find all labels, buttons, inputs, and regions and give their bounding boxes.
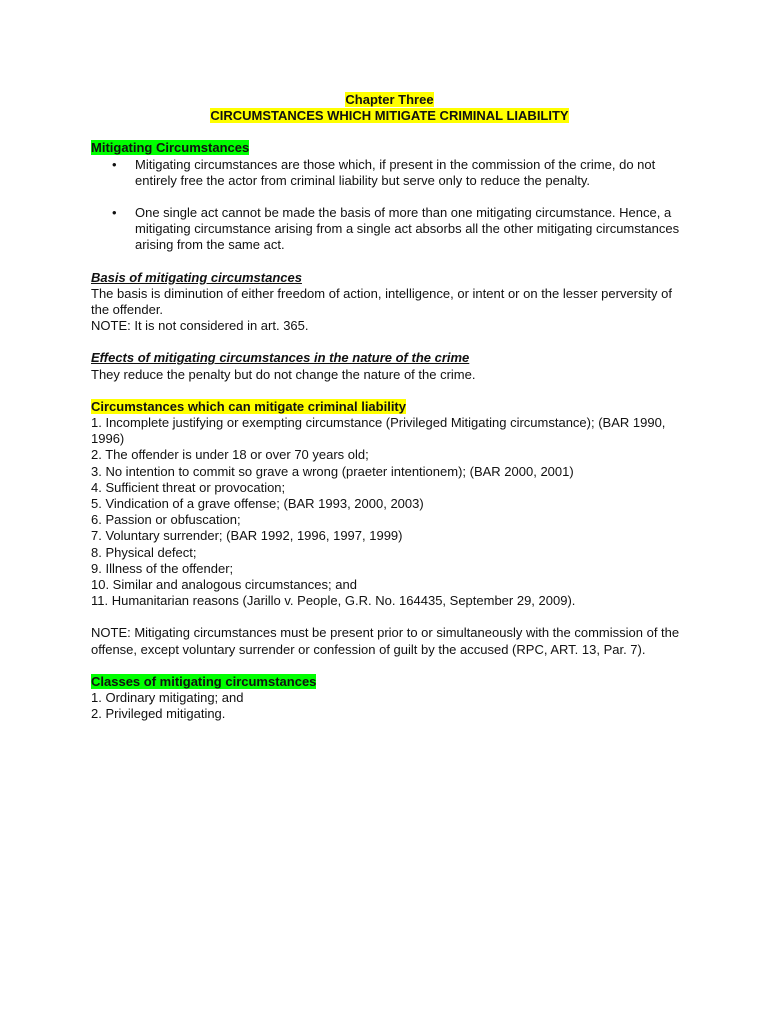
list-item: 5. Vindication of a grave offense; (BAR 1993, 2000, 2003) <box>91 496 424 512</box>
effects-text: They reduce the penalty but do not change the nature of the crime. <box>91 366 476 382</box>
effects-heading: Effects of mitigating circumstances in the nature of the crime <box>91 350 470 366</box>
chapter-header <box>91 92 688 124</box>
list-item: 9. Illness of the offender; <box>91 560 234 576</box>
bullet-text: One single act cannot be made the basis of more than one mitigating circumstance. Hence, a mitigating circumstance arising from a single act absorbs all the other mitigating circumstances arising from the same act. <box>135 205 680 253</box>
classes-heading: Classes of mitigating circumstances <box>91 673 317 689</box>
bullet-dot-icon: • <box>112 156 117 172</box>
list-item: 11. Humanitarian reasons (Jarillo v. People, G.R. No. 164435, September 29, 2009). <box>91 593 576 609</box>
list-item: 6. Passion or obfuscation; <box>91 512 241 528</box>
circumstances-list <box>91 415 688 609</box>
circumstances-heading: Circumstances which can mitigate criminal liability <box>91 398 406 414</box>
bullet-text: Mitigating circumstances are those which, if present in the commission of the crime, do not entirely free the actor from criminal liability but serve only to reduce the penalty. <box>135 156 656 188</box>
mitigating-heading: Mitigating Circumstances <box>91 140 250 156</box>
circumstances-note: NOTE: Mitigating circumstances must be present prior to or simultaneously with the commission of the offense, except voluntary surrender or confession of guilt by the accused (RPC, ART. 13, Par. 7). <box>91 625 680 657</box>
bullet-dot-icon: • <box>112 205 117 221</box>
circumstances-section <box>91 399 688 658</box>
list-item: 3. No intention to commit so grave a wrong (praeter intentionem); (BAR 2000, 2001) <box>91 463 574 479</box>
list-item: 10. Similar and analogous circumstances; and <box>91 577 357 593</box>
bullet-item <box>91 157 688 189</box>
list-item: 1. Ordinary mitigating; and <box>91 690 244 706</box>
basis-heading: Basis of mitigating circumstances <box>91 269 302 285</box>
chapter-title: CIRCUMSTANCES WHICH MITIGATE CRIMINAL LIABILITY <box>210 108 569 124</box>
list-item: 7. Voluntary surrender; (BAR 1992, 1996, 1997, 1999) <box>91 528 403 544</box>
basis-note: NOTE: It is not considered in art. 365. <box>91 318 309 334</box>
classes-list <box>91 690 688 722</box>
chapter-label: Chapter Three <box>345 92 434 107</box>
basis-text: The basis is diminution of either freedom of action, intelligence, or intent or on the lesser perversity of the offender. <box>91 285 672 318</box>
bullet-item <box>91 205 688 254</box>
mitigating-section <box>91 140 688 253</box>
list-item: 8. Physical defect; <box>91 544 197 560</box>
list-item: 2. Privileged mitigating. <box>91 706 226 722</box>
list-item: 1. Incomplete justifying or exempting circumstance (Privileged Mitigating circumstance); (BAR 1990, 1996) <box>91 415 666 447</box>
list-item: 4. Sufficient threat or provocation; <box>91 479 286 495</box>
list-item: 2. The offender is under 18 or over 70 years old; <box>91 447 369 463</box>
classes-section <box>91 674 688 723</box>
basis-section <box>91 270 688 335</box>
effects-section <box>91 350 688 382</box>
